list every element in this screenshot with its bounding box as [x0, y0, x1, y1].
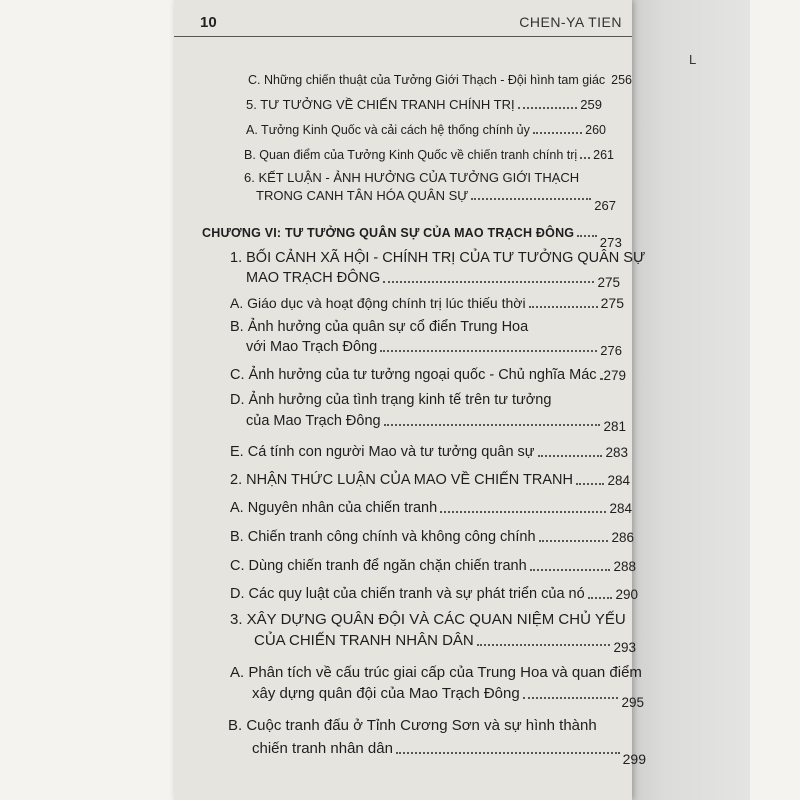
toc-entry-page: 290: [615, 587, 638, 602]
book-page: [174, 0, 646, 800]
leader-dots: [577, 235, 596, 237]
toc-entry: [256, 188, 616, 213]
leader-dots: [529, 306, 598, 308]
toc-entry-page: 299: [622, 751, 646, 767]
toc-chapter-entry: [202, 225, 622, 250]
toc-entry-page: 279: [603, 368, 626, 383]
toc-entry-text: E. Cá tính con người Mao và tư tưởng quân sự: [230, 444, 535, 460]
leader-dots: [380, 350, 597, 352]
toc-entry-text-continued: của Mao Trạch Đông: [246, 413, 381, 429]
toc-entry-text: A. Tưởng Kinh Quốc và cải cách hệ thống chính ủy: [246, 123, 530, 137]
leader-dots: [471, 198, 591, 200]
leader-dots: [576, 483, 604, 485]
toc-entry-text: D. Ảnh hưởng của tình trạng kinh tế trên tư tưởng: [230, 392, 552, 408]
toc-entry: [230, 472, 630, 488]
toc-entry-page: 284: [607, 473, 630, 488]
toc-entry: [230, 295, 624, 311]
toc-entry: [230, 586, 638, 602]
leader-dots: [523, 697, 619, 699]
toc-entry-text: D. Các quy luật của chiến tranh và sự phát triển của nó: [230, 586, 585, 602]
toc-entry: [254, 632, 636, 655]
toc-entry-text: 3. XÂY DỰNG QUÂN ĐỘI VÀ CÁC QUAN NIỆM CHỦ YẾU: [230, 611, 626, 628]
toc-entry-text: CHƯƠNG VI: TƯ TƯỞNG QUÂN SỰ CỦA MAO TRẠCH ĐÔNG: [202, 226, 575, 240]
toc-entry-text: B. Cuộc tranh đấu ở Tỉnh Cương Sơn và sự hình thành: [228, 717, 597, 734]
toc-entry-page: 293: [613, 640, 636, 655]
leader-dots: [383, 281, 594, 283]
toc-entry-page: 288: [613, 559, 636, 574]
toc-entry-page: 273: [599, 235, 622, 250]
toc-entry-text: B. Quan điểm của Tưởng Kinh Quốc về chiến tranh chính trị: [244, 148, 578, 162]
toc-entry: [246, 339, 622, 358]
toc-entry-page: 275: [597, 275, 620, 290]
toc-entry-page: 276: [600, 343, 622, 358]
toc-entry: [230, 529, 634, 545]
toc-entry-text: 2. NHẬN THỨC LUẬN CỦA MAO VỀ CHIẾN TRANH: [230, 472, 573, 488]
toc-entry-text: A. Giáo dục và hoạt động chính trị lúc thiếu thời: [230, 295, 526, 311]
toc-entry: [246, 413, 626, 434]
toc-entry-text: B. Ảnh hưởng của quân sự cổ điển Trung Hoa: [230, 319, 529, 335]
toc-entry: [230, 444, 628, 460]
leader-dots: [588, 597, 613, 599]
toc-entry: [246, 270, 620, 290]
toc-entry-text: C. Những chiến thuật của Tưởng Giới Thạch - Đội hình tam giác: [248, 73, 606, 87]
toc-entry: [230, 558, 636, 574]
toc-entry-page: 281: [603, 419, 626, 434]
toc-entry: [230, 367, 626, 383]
toc-entry-text-continued: chiến tranh nhân dân: [252, 740, 393, 757]
toc-entry-page: 275: [600, 295, 624, 311]
toc-entry-page: 261: [593, 148, 614, 162]
leader-dots: [440, 511, 606, 513]
toc-entry: [230, 500, 632, 516]
leader-dots: [539, 540, 609, 542]
toc-entry: [246, 123, 606, 137]
adjacent-page-fragment: L: [689, 52, 697, 67]
toc-entry-page: 283: [605, 445, 628, 460]
toc-entry-text-continued: CỦA CHIẾN TRANH NHÂN DÂN: [254, 632, 474, 649]
toc-entry-page: 259: [580, 97, 602, 112]
toc-entry-text: A. Nguyên nhân của chiến tranh: [230, 500, 438, 516]
leader-dots: [384, 424, 601, 426]
table-of-contents: [174, 0, 646, 800]
toc-entry-page: 295: [621, 695, 644, 710]
running-head: CHEN-YA TIEN: [519, 14, 622, 30]
toc-entry-page: 267: [594, 198, 616, 213]
toc-entry: [244, 148, 614, 162]
toc-entry-page: 260: [585, 123, 606, 137]
leader-dots: [600, 378, 601, 380]
toc-entry-text-continued: xây dựng quân đội của Mao Trạch Đông: [252, 685, 520, 702]
adjacent-page: [630, 0, 750, 800]
toc-entry: [252, 740, 646, 767]
toc-entry-text: B. Chiến tranh công chính và không công chính: [230, 529, 536, 545]
toc-entry-text: 6. KẾT LUẬN - ẢNH HƯỞNG CỦA TƯỞNG GIỚI THẠCH: [244, 170, 580, 185]
leader-dots: [396, 752, 620, 754]
leader-dots: [530, 569, 611, 571]
toc-entry-text-continued: MAO TRẠCH ĐÔNG: [246, 270, 381, 286]
toc-entry-text: 5. TƯ TƯỞNG VỀ CHIẾN TRANH CHÍNH TRỊ: [246, 97, 515, 112]
page-number: 10: [200, 14, 217, 31]
toc-entry-text: C. Dùng chiến tranh để ngăn chặn chiến tranh: [230, 558, 527, 574]
leader-dots: [580, 157, 590, 159]
toc-entry-text: 1. BỐI CẢNH XÃ HỘI - CHÍNH TRỊ CỦA TƯ TƯỞNG QUÂN SỰ: [230, 250, 646, 266]
toc-entry-text: A. Phân tích về cấu trúc giai cấp của Trung Hoa và quan điểm: [230, 664, 642, 681]
toc-entry-page: 286: [611, 530, 634, 545]
toc-entry-page: 256: [611, 73, 633, 87]
leader-dots: [538, 455, 603, 457]
toc-entry-text: C. Ảnh hưởng của tư tưởng ngoại quốc - Chủ nghĩa Mác: [230, 367, 597, 383]
leader-dots: [533, 132, 582, 134]
toc-entry-text-continued: TRONG CANH TÂN HÓA QUÂN SỰ: [256, 188, 469, 203]
leader-dots: [477, 644, 611, 646]
leader-dots: [518, 107, 578, 109]
toc-entry: [248, 73, 633, 87]
toc-entry-text-continued: với Mao Trạch Đông: [246, 339, 378, 355]
toc-entry: [252, 685, 644, 710]
toc-entry: [246, 97, 602, 112]
toc-entry-page: 284: [609, 501, 632, 516]
